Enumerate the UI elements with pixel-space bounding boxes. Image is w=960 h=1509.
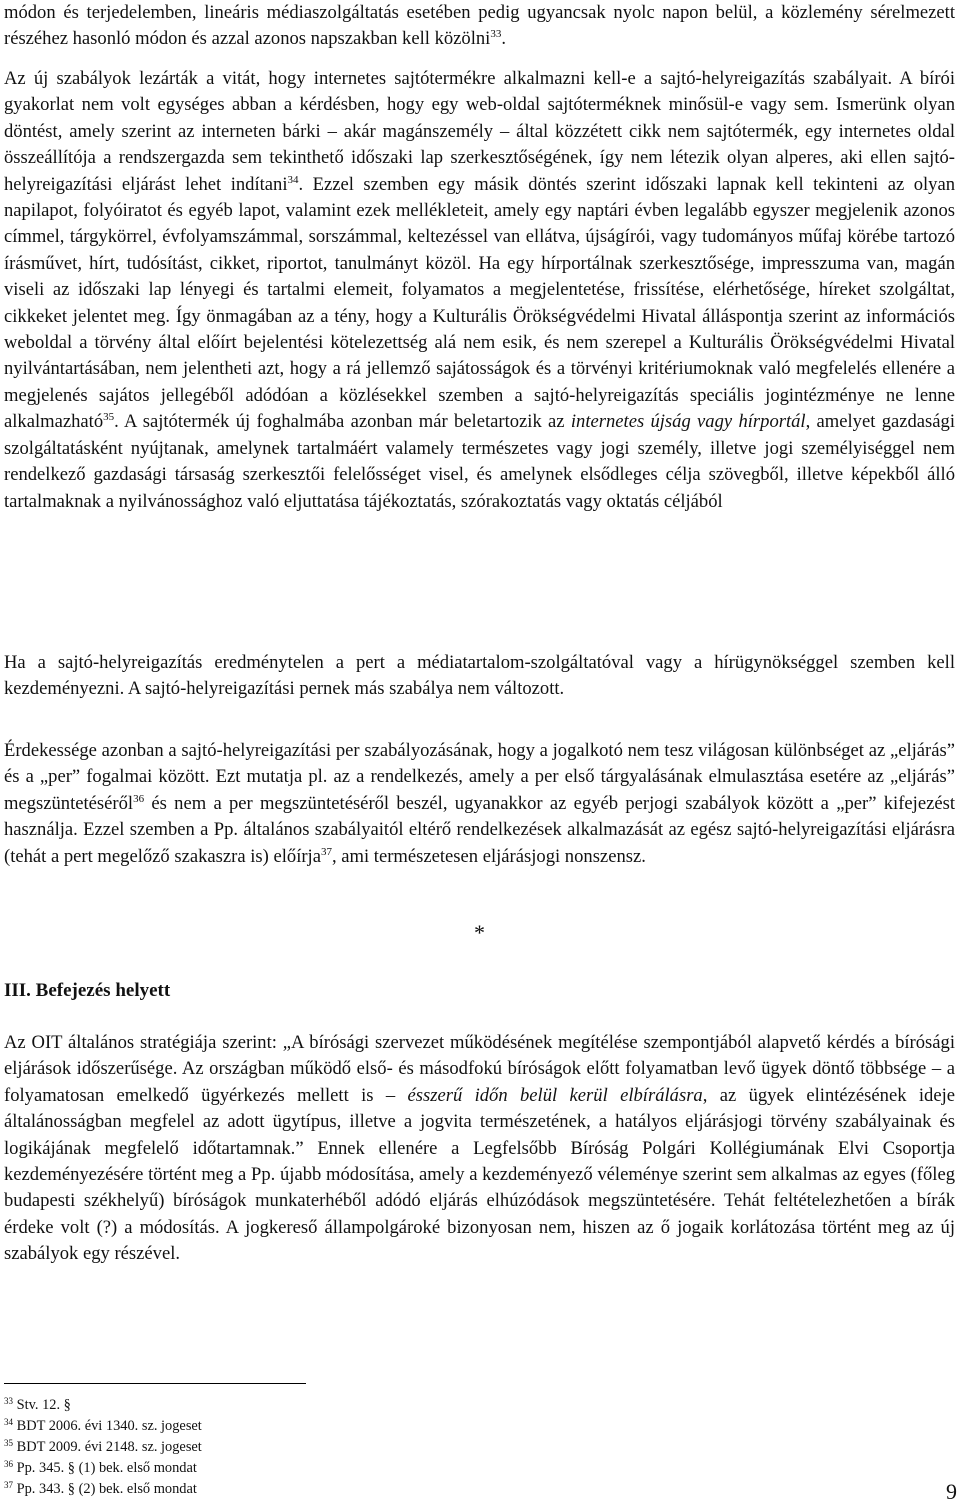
text-run: , amelyet gazdasági szolgáltatásként nyújtanak, amelynek tartalmáért valamely természetes vagy jogi személy, illetve jogi személyiséggel nem rendelkező gazdasági társaság szerkesztői felelősséget visel, és amelynek elsődleges célja szövegből, illetve képekből álló tartalmaknak a nyilvánossághoz való eljuttatása tájékoztatás, szórakoztatás vagy oktatás céljából [4, 411, 955, 512]
emphasis-text: internetes újság vagy hírportál [570, 411, 806, 433]
body-paragraph [4, 738, 955, 870]
text-run: Az új szabályok lezárták a vitát, hogy internetes sajtótermékre alkalmazni kell-e a sajtó-helyreigazítás szabályait. A bírói gyakorlat nem volt egységes abban a kérdésben, hogy egy web-oldal sajtóterméknek minősül-e vagy sem. Ismerünk olyan döntést, amely szerint az interneten bárki – akár magánszemély – által közzétett cikk nem sajtótermék, egy internetes oldal összeállítója a rendszergazda sem tekinthető időszaki lap szerkesztőségének, így nem létezik olyan alperes, aki ellen sajtó-helyreigazítási eljárást lehet indítani [4, 68, 955, 195]
footnote-ref: 37 [320, 845, 332, 858]
emphasis-text: ésszerű időn belül kerül elbírálásra [407, 1084, 703, 1106]
section-separator: * [474, 920, 485, 945]
footnote: $^{35}$ BDT 2009. évi 2148. sz. jogeset [4, 1438, 202, 1455]
footnote-ref: 36 [133, 792, 145, 805]
text-run: Az OIT általános stratégiája szerint: „A bírósági szervezet működésének megítélése szempontjából alapvető kérdés a bírósági eljárások időszerűsége. Az országban működő első- és másodfokú bíróságok előtt folyamatban levő ügyek döntő többsége – a folyamatosan emelkedő ügyérkezés mellett is – [4, 1032, 955, 1106]
text-run: Érdekessége azonban a sajtó-helyreigazítási per szabályozásának, hogy a jogalkotó nem tesz világosan különbséget az „eljárás” és a „per” fogalmai között. Ezt mutatja pl. az a rendelkezés, amely a per első tárgyalásának elmulasztása esetére az „eljárás” megszüntetéséről [4, 740, 955, 814]
text-run: . A sajtótermék új foghalmába azonban már beletartozik az [114, 411, 571, 433]
section-heading: III. Befejezés helyett [4, 980, 171, 1001]
text-run: . [501, 28, 507, 50]
body-paragraph [4, 0, 955, 53]
body-paragraph [4, 66, 955, 515]
text-run: , ami természetesen eljárásjogi nonszensz. [331, 845, 646, 867]
text-run: Ha a sajtó-helyreigazítás eredménytelen a pert a médiatartalom-szolgáltatóval vagy a hírügynökséggel szemben kell kezdeményezni. A sajtó-helyreigazítási pernek más szabálya nem változott. [4, 652, 955, 700]
footnote: $^{37}$ Pp. 343. § (2) bek. első mondat [4, 1480, 197, 1497]
footnote-divider [4, 1383, 306, 1384]
footnote: $^{36}$ Pp. 345. § (1) bek. első mondat [4, 1459, 197, 1476]
body-paragraph [4, 650, 955, 703]
text-run: . Ezzel szemben egy másik döntés szerint időszaki lapnak kell tekinteni az olyan napilapot, folyóiratot és egyéb lapot, valamint ezek mellékleteit, amely egy naptári évben legalább egyszer megjelenik azonos címmel, tárgykörrel, évfolyamszámmal, sorszámmal, keltezéssel van ellátva, újságírói, vagy tudományos műfaj körébe tartozó írásművet, hírt, tudósítást, cikket, riportot, tanulmányt közöl. Ha egy hírportálnak szerkesztősége, impresszuma van, magán viseli az időszaki lap lényegi és tartalmi elemeit, folyamatos a megjelentetése, frissítése, elérhetősége, híreket szolgáltat, cikkeket jelentet meg. Így önmagában az a tény, hogy a Kulturális Örökségvédelmi Hivatal álláspontja szerint az információs weboldal a törvény által előírt bejelentési kötelezettség alá nem esik, és nem szerepel a Kulturális Örökségvédelmi Hivatal nyilvántartásában, nem jelentheti azt, hogy a rá jellemző sajátosságok és a törvényi kritériumoknak való megfelelés ellenére a megjelenés sajátos jellegéből adódóan a közlésekkel szemben a sajtó-helyreigazítás speciális jogintézménye ne lenne alkalmazható [4, 173, 956, 433]
text-run: és nem a per megszüntetéséről beszél, ugyanakkor az egyéb perjogi szabályok között a „per” kifejezést használja. Ezzel szemben a Pp. általános szabályaitól eltérő rendelkezések alkalmazását az egész sajtó-helyreigazítási eljárásra (tehát a pert megelőző szakaszra is) előírja [4, 792, 955, 867]
text-run: , az ügyek elintézésének ideje általánosságban megfelel az adott ügytípus, illetve a jogvita természetének, a hatályos eljárásjogi törvény szabályainak és logikájának megfelelő időtartamnak.” Ennek ellenére a Legfelsőbb Bíróság Polgári Kollégiumának Elvi Csoportja kezdeményezésére történt meg a Pp. újabb módosítása, amely a kezdeményező véleménye szerint sem alkalmas az egyes (főleg budapesti székhelyű) bíróságok munkaterhéből adódó eljárás elhúzódások megszüntetésére. Tehát feltételezhetően a bírák érdeke volt (?) a módosítás. A jogkereső állampolgároké bizonyosan nem, hiszen az ő jogaik korlátozása történt meg az új szabályok egy részével. [4, 1084, 955, 1265]
text-run: módon és terjedelemben, lineáris médiaszolgáltatás esetében pedig ugyancsak nyolc napon belül, a közlemény sérelmezett részéhez hasonló módon és azzal azonos napszakban kell közölni [4, 2, 955, 50]
footnote: $^{33}$ Stv. 12. § [4, 1396, 71, 1413]
page-number: 9 [946, 1479, 957, 1504]
footnotes [4, 1395, 202, 1500]
closing-paragraph [4, 1030, 955, 1268]
footnote-ref: 33 [490, 28, 502, 41]
footnote-ref: 34 [287, 173, 299, 186]
footnote: $^{34}$ BDT 2006. évi 1340. sz. jogeset [4, 1417, 202, 1434]
footnote-ref: 35 [103, 411, 115, 424]
